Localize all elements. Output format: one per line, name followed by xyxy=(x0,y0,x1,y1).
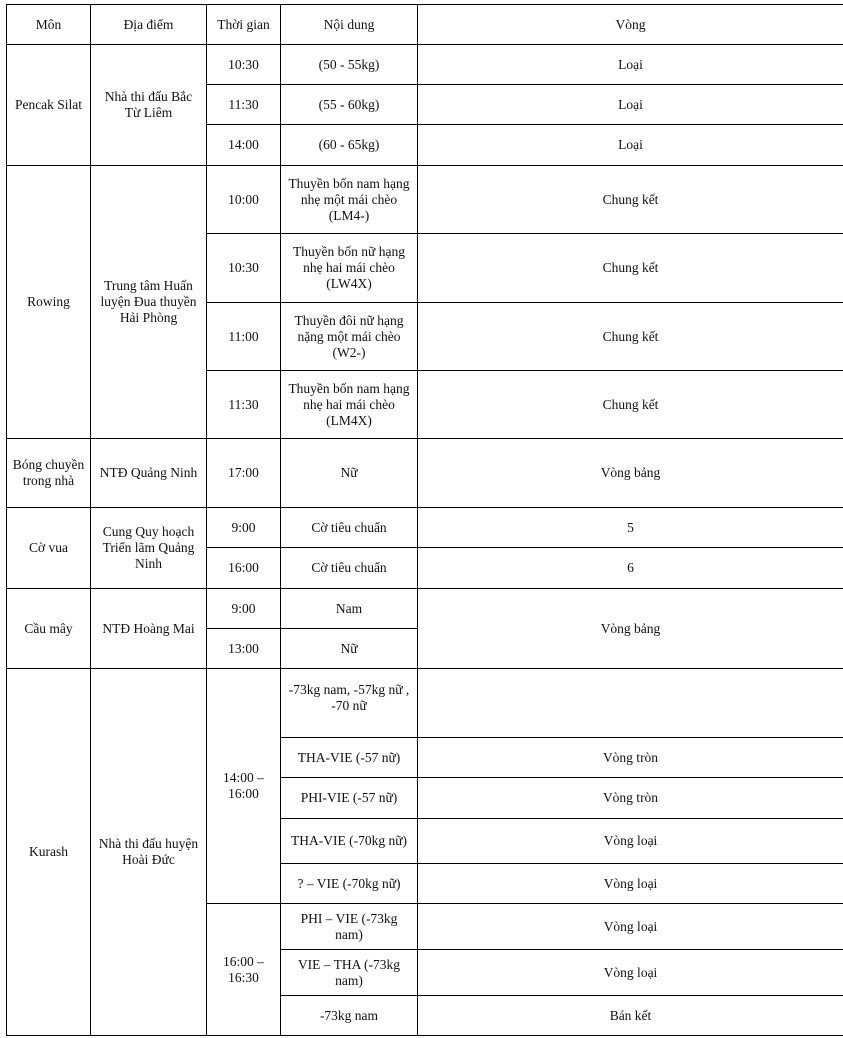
sport-cell: Kurash xyxy=(7,669,91,1036)
content-cell: Cờ tiêu chuẩn xyxy=(281,548,418,589)
venue-cell: Trung tâm Huấn luyện Đua thuyền Hải Phòng xyxy=(91,166,207,439)
round-cell xyxy=(418,669,843,738)
round-cell: Loại xyxy=(418,45,843,85)
time-cell: 10:00 xyxy=(207,166,281,234)
header-venue: Địa điểm xyxy=(91,5,207,45)
venue-cell: NTĐ Quảng Ninh xyxy=(91,439,207,508)
time-cell: 9:00 xyxy=(207,508,281,548)
content-cell: Thuyền bốn nữ hạng nhẹ hai mái chèo (LW4X) xyxy=(281,234,418,303)
venue-cell: Nhà thi đấu huyện Hoài Đức xyxy=(91,669,207,1036)
round-cell: Bán kết xyxy=(418,996,843,1036)
table-row xyxy=(7,669,843,738)
round-cell: Chung kết xyxy=(418,234,843,303)
header-time: Thời gian xyxy=(207,5,281,45)
round-cell: 6 xyxy=(418,548,843,589)
content-cell: Thuyền đôi nữ hạng nặng một mái chèo (W2-) xyxy=(281,303,418,371)
sport-cell: Pencak Silat xyxy=(7,45,91,166)
sport-cell: Cờ vua xyxy=(7,508,91,589)
round-cell: Vòng bảng xyxy=(418,439,843,508)
content-cell: PHI – VIE (-73kg nam) xyxy=(281,904,418,950)
content-cell: -73kg nam, -57kg nữ , -70 nữ xyxy=(281,669,418,738)
sport-cell: Cầu mây xyxy=(7,589,91,669)
content-cell: ? – VIE (-70kg nữ) xyxy=(281,864,418,904)
round-cell: Loại xyxy=(418,125,843,166)
time-cell: 10:30 xyxy=(207,234,281,303)
header-sport: Môn xyxy=(7,5,91,45)
table-row xyxy=(7,166,843,234)
round-cell: Loại xyxy=(418,85,843,125)
content-cell: Nam xyxy=(281,589,418,629)
time-cell: 16:00 – 16:30 xyxy=(207,904,281,1036)
table-row xyxy=(7,439,843,508)
content-cell: (50 - 55kg) xyxy=(281,45,418,85)
content-cell: Nữ xyxy=(281,439,418,508)
content-cell: VIE – THA (-73kg nam) xyxy=(281,950,418,996)
time-cell: 14:00 xyxy=(207,125,281,166)
round-cell: Vòng tròn xyxy=(418,738,843,778)
time-cell: 13:00 xyxy=(207,629,281,669)
sport-cell: Bóng chuyền trong nhà xyxy=(7,439,91,508)
header-round: Vòng xyxy=(418,5,843,45)
content-cell: (60 - 65kg) xyxy=(281,125,418,166)
round-cell: Vòng loại xyxy=(418,950,843,996)
content-cell: PHI-VIE (-57 nữ) xyxy=(281,778,418,819)
time-cell: 11:30 xyxy=(207,371,281,439)
time-cell: 16:00 xyxy=(207,548,281,589)
content-cell: Thuyền bốn nam hạng nhẹ hai mái chèo (LM4X) xyxy=(281,371,418,439)
venue-cell: Cung Quy hoạch Triển lãm Quảng Ninh xyxy=(91,508,207,589)
round-cell: Vòng loại xyxy=(418,819,843,864)
content-cell: Thuyền bốn nam hạng nhẹ một mái chèo (LM4-) xyxy=(281,166,418,234)
content-cell: THA-VIE (-70kg nữ) xyxy=(281,819,418,864)
table-row xyxy=(7,45,843,85)
round-cell: Chung kết xyxy=(418,303,843,371)
header-content: Nội dung xyxy=(281,5,418,45)
schedule-table xyxy=(6,4,843,1036)
venue-cell: NTĐ Hoàng Mai xyxy=(91,589,207,669)
round-cell: 5 xyxy=(418,508,843,548)
content-cell: (55 - 60kg) xyxy=(281,85,418,125)
content-cell: THA-VIE (-57 nữ) xyxy=(281,738,418,778)
table-row xyxy=(7,589,843,629)
round-cell: Vòng bảng xyxy=(418,589,843,669)
table-row xyxy=(7,508,843,548)
round-cell: Vòng loại xyxy=(418,904,843,950)
round-cell: Vòng tròn xyxy=(418,778,843,819)
header-row xyxy=(7,5,843,45)
content-cell: Cờ tiêu chuẩn xyxy=(281,508,418,548)
time-cell: 17:00 xyxy=(207,439,281,508)
time-cell: 14:00 – 16:00 xyxy=(207,669,281,904)
venue-cell: Nhà thi đấu Bắc Từ Liêm xyxy=(91,45,207,166)
round-cell: Vòng loại xyxy=(418,864,843,904)
round-cell: Chung kết xyxy=(418,166,843,234)
round-cell: Chung kết xyxy=(418,371,843,439)
time-cell: 9:00 xyxy=(207,589,281,629)
time-cell: 11:00 xyxy=(207,303,281,371)
content-cell: -73kg nam xyxy=(281,996,418,1036)
time-cell: 10:30 xyxy=(207,45,281,85)
sport-cell: Rowing xyxy=(7,166,91,439)
content-cell: Nữ xyxy=(281,629,418,669)
time-cell: 11:30 xyxy=(207,85,281,125)
